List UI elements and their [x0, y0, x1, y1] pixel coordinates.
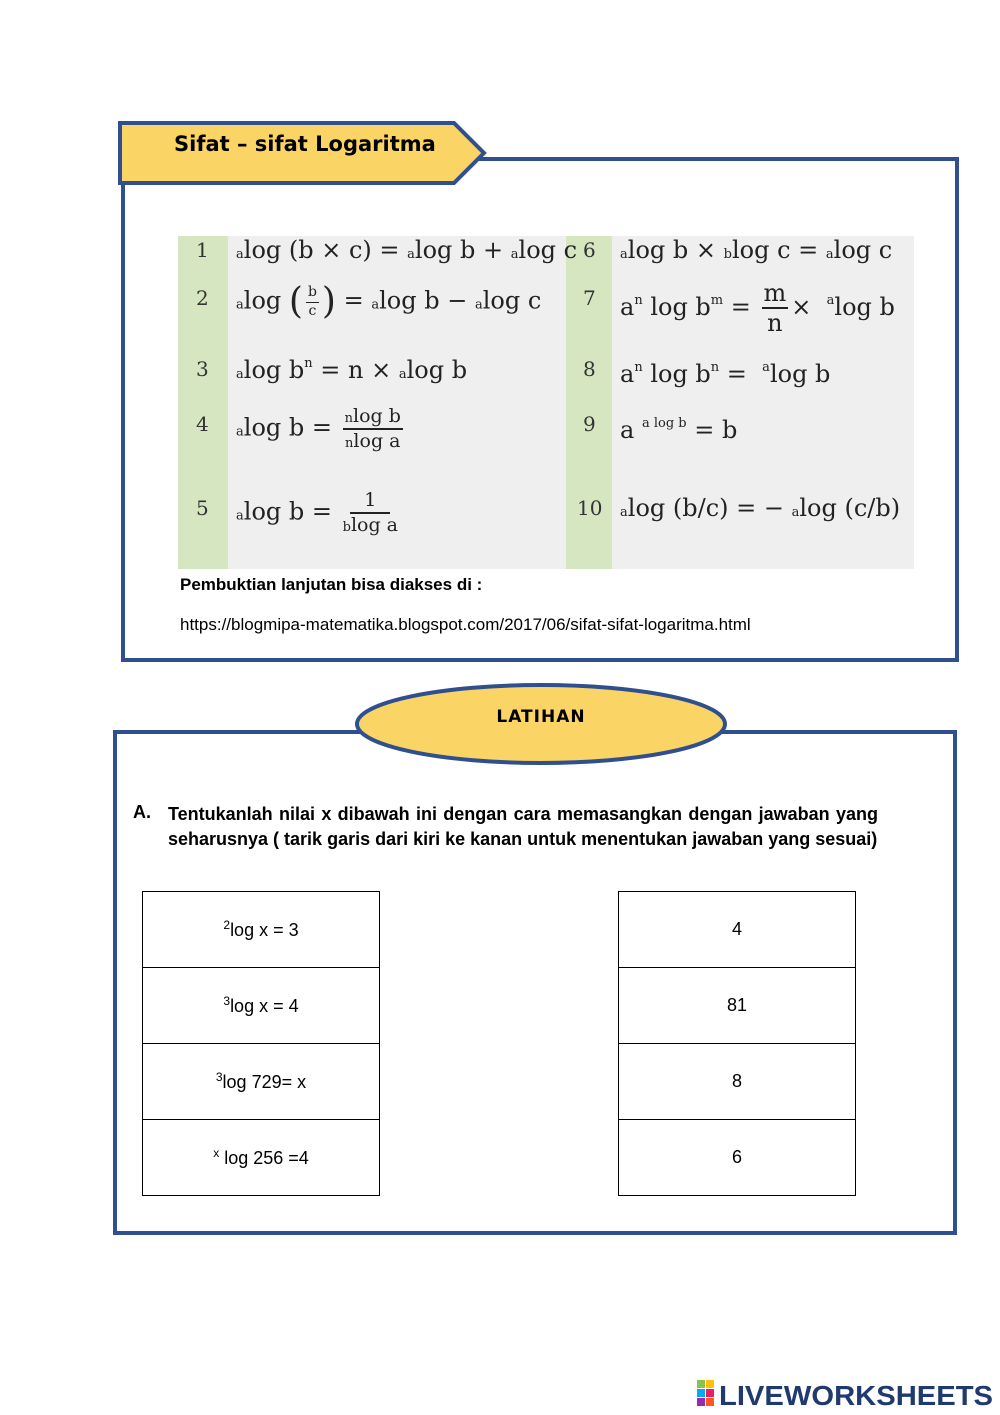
question-letter: A.: [133, 802, 151, 822]
formula-4: alog b = $\frac{\text{nlog b}}{\text{nlog a}}$: [236, 405, 401, 452]
formula-6: alog b × blog c = alog c: [620, 236, 893, 264]
formula-number: 7: [583, 286, 596, 310]
liveworksheets-logo: [697, 1376, 995, 1415]
left-item[interactable]: $^3$log x = 4: [143, 968, 380, 1044]
proof-link[interactable]: https://blogmipa-matematika.blogspot.com/2017/06/sifat-sifat-logaritma.html: [180, 615, 751, 634]
left-item[interactable]: $^x$ log 256 =4: [143, 1120, 380, 1196]
formula-5: alog b = $\frac{1}{\text{blog a}}$: [236, 489, 398, 536]
left-item[interactable]: $^3$log 729= x: [143, 1044, 380, 1120]
proof-label: Pembuktian lanjutan bisa diakses di :: [180, 575, 483, 594]
formula-table: [178, 236, 914, 569]
right-item[interactable]: 8: [619, 1044, 856, 1120]
formula-number: 4: [196, 412, 209, 436]
formula-10: alog (b/c) = − alog (c/b): [620, 494, 901, 522]
liveworksheets-logo-graphic: [697, 1376, 995, 1410]
formula-number: 2: [196, 286, 209, 310]
formula-number: 9: [583, 412, 596, 436]
exercise-oval-banner: [354, 682, 728, 766]
svg-text:LIVEWORKSHEETS: LIVEWORKSHEETS: [719, 1380, 993, 1410]
formula-8: $a^n$ $\log b^n = ^a\log$ b: [620, 360, 831, 388]
left-match-table: [142, 891, 380, 1196]
formula-2: alog ( $\frac{b}{c}$ ) = alog b − alog c: [236, 281, 542, 322]
formula-3: alog $b^n = n \times alog$ b: [236, 356, 468, 384]
formula-number: 10: [577, 496, 603, 520]
right-item[interactable]: 4: [619, 892, 856, 968]
right-item[interactable]: 81: [619, 968, 856, 1044]
formula-9: a $^{a log b}$ = b: [620, 416, 738, 444]
formula-number: 6: [583, 238, 596, 262]
formula-number: 3: [196, 357, 209, 381]
formula-number: 1: [196, 238, 209, 262]
formula-number: 5: [196, 496, 209, 520]
exercise-title: LATIHAN: [496, 707, 586, 727]
formula-1: alog (b × c) = alog b + alog c: [236, 236, 578, 264]
section-banner: [118, 121, 490, 192]
formula-number: 8: [583, 357, 596, 381]
right-item[interactable]: 6: [619, 1120, 856, 1196]
section-title: Sifat – sifat Logaritma: [174, 132, 436, 156]
question-text: Tentukanlah nilai x dibawah ini dengan cara memasangkan dengan jawaban yang seharusnya ( tarik garis dari kiri ke kanan untuk menentukan jawaban yang sesuai): [168, 804, 878, 849]
formula-7: $a^n$ $\log b^m$ = $\frac{m}{n}$ × $^a$log b: [620, 279, 895, 338]
right-match-table: [618, 891, 856, 1196]
left-item[interactable]: $^2$log x = 3: [143, 892, 380, 968]
